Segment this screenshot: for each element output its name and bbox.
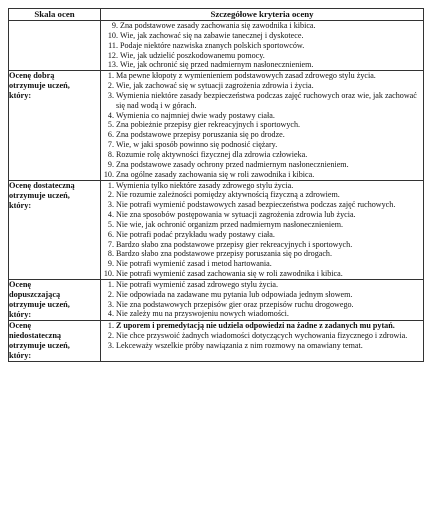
criteria-item-text: Zna ogólne zasady zachowania się w roli zawodnika i kibica. [116, 169, 315, 179]
criteria-item-number: 1. [107, 71, 114, 81]
criteria-item-number: 10. [107, 30, 118, 40]
criteria-item-number: 10. [103, 169, 114, 179]
criteria-item-text: Nie potrafi wymienić podstawowych zasad bezpieczeństwa podczas zajęć ruchowych. [116, 200, 396, 210]
grade-label-line: który: [9, 309, 32, 319]
grade-label-line: otrzymuje uczeń, [9, 299, 70, 309]
grade-label-line: Ocenę dostateczną [9, 180, 75, 190]
criteria-item [101, 220, 423, 230]
criteria-item-text: Wymienia niektóre zasady bezpieczeństwa podczas zajęć ruchowych oraz wie, jak zachować się nad wodą i w górach. [116, 90, 417, 110]
criteria-item-text: Nie potrafi wymienić zasad zachowania się w roli zawodnika i kibica. [116, 269, 343, 279]
criteria-item-text: Wie, jak zachować się w sytuacji zagrożenia zdrowia i życia. [116, 81, 314, 91]
criteria-item-text: Nie zna podstawowych przepisów gier oraz przepisów ruchu drogowego. [116, 299, 354, 309]
criteria-item [101, 120, 423, 130]
grade-label-line: dopuszczającą [9, 289, 61, 299]
criteria-item-text: Bardzo słabo zna podstawowe przepisy gier rekreacyjnych i sportowych. [116, 239, 353, 249]
criteria-list [101, 71, 423, 179]
criteria-item [101, 21, 423, 31]
criteria-list [101, 280, 423, 319]
criteria-item [101, 41, 423, 51]
criteria-item [101, 259, 423, 269]
criteria-list [101, 321, 423, 351]
criteria-item-number: 8. [107, 249, 114, 259]
grade-label-line: otrzymuje uczeń, [9, 81, 70, 91]
criteria-cell [101, 180, 424, 279]
grade-label-line: otrzymuje uczeń, [9, 190, 70, 200]
criteria-item [101, 280, 423, 290]
criteria-item-number: 9. [107, 259, 114, 269]
criteria-item-text: Zna podstawowe przepisy poruszania się po drodze. [116, 130, 285, 140]
grade-label-line: Ocenę [9, 320, 32, 330]
criteria-item-text: Nie wie, jak ochronić organizm przed nadmiernym nasłonecznieniem. [116, 219, 344, 229]
criteria-item-number: 1. [107, 320, 114, 330]
grade-label-line: Ocenę [9, 279, 32, 289]
criteria-item [101, 190, 423, 200]
grade-label-line: Ocenę dobrą [9, 71, 55, 81]
criteria-item-number: 13. [107, 60, 118, 70]
criteria-item-text: Lekceważy wszelkie próby nawiązania z nim rozmowy na omawiany temat. [116, 340, 363, 350]
criteria-item-text: Wie, jak zachować się na zabawie tanecznej i dyskotece. [120, 30, 304, 40]
grade-label-line: który: [9, 200, 32, 210]
criteria-item [101, 150, 423, 160]
criteria-item-number: 2. [107, 81, 114, 91]
criteria-item-text: Zna pobieżnie przepisy gier rekreacyjnych i sportowych. [116, 120, 301, 130]
criteria-item-number: 8. [107, 149, 114, 159]
grading-table-page [8, 8, 423, 362]
criteria-item [101, 290, 423, 300]
criteria-item-number: 3. [107, 340, 114, 350]
table-row [9, 279, 424, 320]
criteria-item [101, 341, 423, 351]
grade-label-line: otrzymuje uczeń, [9, 340, 70, 350]
grade-cell [9, 320, 101, 361]
table-row [9, 180, 424, 279]
criteria-item-text: Rozumie rolę aktywności fizycznej dla zdrowia człowieka. [116, 149, 308, 159]
criteria-item-number: 2. [107, 330, 114, 340]
criteria-item [101, 300, 423, 310]
criteria-item [101, 170, 423, 180]
criteria-item-number: 11. [108, 40, 118, 50]
criteria-item-number: 9. [111, 21, 118, 30]
criteria-item-text: Nie chce przyswoić żadnych wiadomości dotyczących wychowania fizycznego i zdrowia. [116, 330, 408, 340]
criteria-item-number: 3. [107, 90, 114, 100]
criteria-item-number: 6. [107, 130, 114, 140]
grade-cell [9, 180, 101, 279]
criteria-item [101, 309, 423, 319]
grading-criteria-table [8, 8, 424, 362]
criteria-item-text: Nie odpowiada na zadawane mu pytania lub odpowiada jednym słowem. [116, 289, 353, 299]
criteria-item-number: 1. [107, 279, 114, 289]
criteria-item-text: Nie potrafi wymienić zasad i metod hartowania. [116, 259, 272, 269]
criteria-item-text: Wie, jak udzielić poszkodowanemu pomocy. [120, 50, 265, 60]
criteria-item-text: Nie zależy mu na przyswojeniu nowych wiadomości. [116, 309, 289, 319]
criteria-item-text: Wymienia co najmniej dwie wady postawy ciała. [116, 110, 275, 120]
criteria-item-text: Wie, jak ochronić się przed nadmiernym nasłonecznieniem. [120, 60, 314, 70]
criteria-list [101, 181, 423, 279]
criteria-cell [101, 320, 424, 361]
criteria-item-number: 4. [107, 110, 114, 120]
table-header-row [9, 9, 424, 21]
grade-cell [9, 71, 101, 180]
grade-scale-header: Skala ocen [9, 9, 101, 21]
criteria-item-number: 3. [107, 299, 114, 309]
criteria-item-text: Wymienia tylko niektóre zasady zdrowego stylu życia. [116, 180, 294, 190]
criteria-item [101, 249, 423, 259]
criteria-item [101, 200, 423, 210]
criteria-cell [101, 279, 424, 320]
table-row [9, 71, 424, 180]
criteria-item-text: Zna podstawowe zasady ochrony przed nadmiernym nasłonecznieniem. [116, 159, 349, 169]
table-row [9, 320, 424, 361]
criteria-item [101, 130, 423, 140]
criteria-item-text: Z uporem i premedytacją nie udziela odpowiedzi na żadne z zadanych mu pytań. [116, 320, 395, 330]
criteria-item [101, 160, 423, 170]
criteria-item-number: 3. [107, 200, 114, 210]
criteria-item [101, 81, 423, 91]
criteria-item-number: 4. [107, 210, 114, 220]
criteria-item [101, 31, 423, 41]
criteria-item [101, 140, 423, 150]
criteria-item-number: 7. [107, 239, 114, 249]
criteria-item-text: Nie rozumie zależności pomiędzy aktywnością fizyczną a zdrowiem. [116, 190, 340, 200]
criteria-item-text: Wie, w jaki sposób powinno się podnosić ciężary. [116, 140, 278, 150]
criteria-item-number: 1. [107, 180, 114, 190]
criteria-item [101, 111, 423, 121]
criteria-list [101, 21, 423, 70]
criteria-item-text: Ma pewne kłopoty z wymienieniem podstawowych zasad zdrowego stylu życia. [116, 71, 376, 81]
criteria-item-number: 12. [107, 50, 118, 60]
criteria-item [101, 51, 423, 61]
criteria-item-text: Bardzo słabo zna podstawowe przepisy poruszania się po drogach. [116, 249, 332, 259]
criteria-item-text: Podaje niektóre nazwiska znanych polskich sportowców. [120, 40, 305, 50]
criteria-item-number: 2. [107, 190, 114, 200]
criteria-item-text: Nie potrafi podać przykładu wady postawy ciała. [116, 229, 275, 239]
criteria-item [101, 210, 423, 220]
criteria-item [101, 230, 423, 240]
criteria-item-number: 7. [107, 140, 114, 150]
criteria-item-text: Nie zna sposobów postępowania w sytuacji zagrożenia zdrowia lub życia. [116, 210, 356, 220]
grade-cell [9, 21, 101, 71]
criteria-item-number: 10. [103, 269, 114, 279]
table-row [9, 21, 424, 71]
criteria-header: Szczegółowe kryteria oceny [101, 9, 424, 21]
criteria-item-number: 6. [107, 229, 114, 239]
grade-label-line: który: [9, 350, 32, 360]
criteria-item [101, 60, 423, 70]
criteria-item [101, 71, 423, 81]
criteria-item-number: 5. [107, 120, 114, 130]
criteria-item [101, 91, 423, 111]
criteria-item [101, 240, 423, 250]
criteria-cell [101, 71, 424, 180]
criteria-item [101, 269, 423, 279]
criteria-cell [101, 21, 424, 71]
criteria-item-text: Nie potrafi wymienić zasad zdrowego stylu życia. [116, 279, 279, 289]
grade-label-line: który: [9, 91, 32, 101]
criteria-item-number: 9. [107, 159, 114, 169]
criteria-item-number: 4. [107, 309, 114, 319]
criteria-item [101, 331, 423, 341]
criteria-item [101, 321, 423, 331]
criteria-item [101, 181, 423, 191]
grade-label-line: niedostateczną [9, 330, 62, 340]
grade-cell [9, 279, 101, 320]
criteria-item-number: 2. [107, 289, 114, 299]
criteria-item-text: Zna podstawowe zasady zachowania się zawodnika i kibica. [120, 21, 316, 30]
criteria-item-number: 5. [107, 219, 114, 229]
